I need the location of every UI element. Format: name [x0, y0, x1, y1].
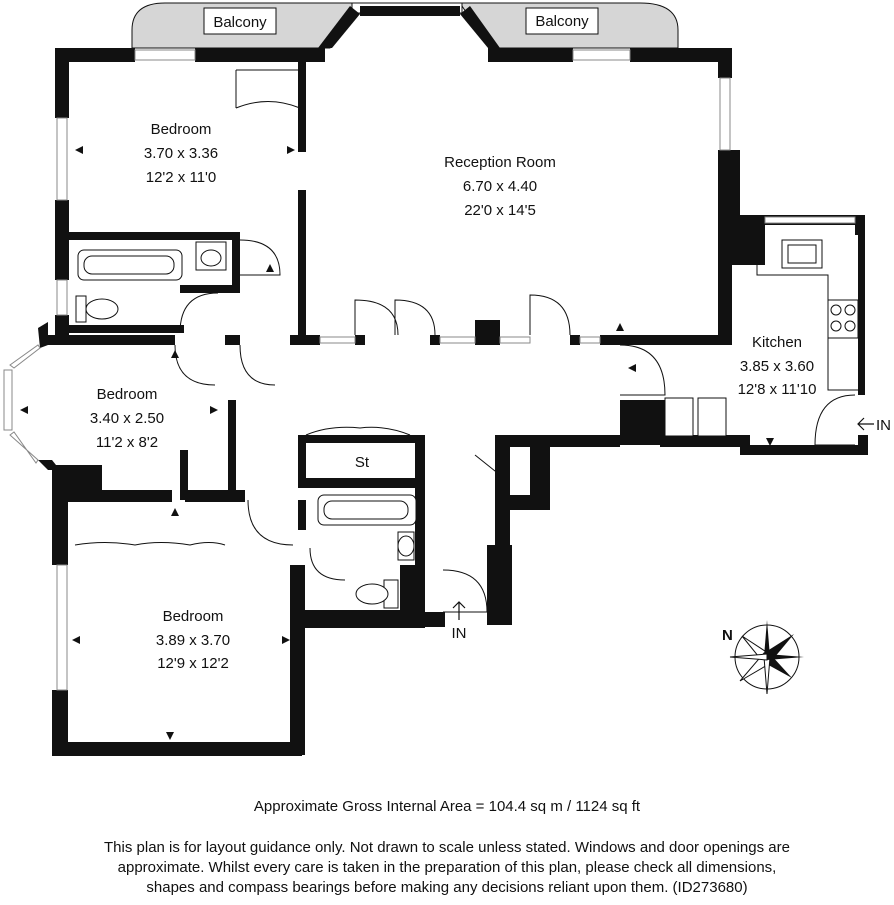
- entrance-kitchen: [858, 417, 891, 434]
- disclaimer-line: shapes and compass bearings before making any decisions reliant upon them. (ID273680): [146, 879, 748, 896]
- reception-name: Reception Room: [444, 154, 556, 171]
- windows: [4, 50, 855, 690]
- bedroom3-metric: 3.89 x 3.70: [155, 632, 231, 649]
- kitchen-imperial: 12'8 x 11'10: [737, 381, 817, 398]
- bedroom1-name: Bedroom: [150, 121, 212, 138]
- bedroom3-imperial: 12'9 x 12'2: [157, 655, 229, 672]
- hob-icon: [828, 300, 858, 338]
- disclaimer-line: This plan is for layout guidance only. Not drawn to scale unless stated. Windows and door openings are: [104, 839, 790, 856]
- bedroom2-name: Bedroom: [96, 386, 158, 403]
- store-name: St: [354, 454, 370, 471]
- balcony-label-right: Balcony: [535, 13, 589, 30]
- disclaimer-line: approximate. Whilst every care is taken in the preparation of this plan, please check all dimensions,: [117, 859, 777, 876]
- room-labels: [90, 121, 817, 672]
- toilet-icon: [86, 299, 118, 319]
- balcony-label-left: Balcony: [213, 14, 267, 31]
- bedroom1-imperial: 12'2 x 11'0: [145, 169, 217, 186]
- reception-metric: 6.70 x 4.40: [462, 178, 538, 195]
- arrow-up-icon: [453, 602, 465, 620]
- bedroom3-name: Bedroom: [162, 608, 224, 625]
- bedroom1-metric: 3.70 x 3.36: [143, 145, 219, 162]
- kitchen-metric: 3.85 x 3.60: [739, 358, 815, 375]
- gross-area-text: Approximate Gross Internal Area = 104.4 sq m / 1124 sq ft: [253, 798, 641, 815]
- compass-north-label: N: [722, 627, 733, 644]
- bedroom2-imperial: 11'2 x 8'2: [95, 434, 159, 451]
- entrance-main: [452, 602, 467, 642]
- bedroom2-metric: 3.40 x 2.50: [89, 410, 165, 427]
- reception-imperial: 22'0 x 14'5: [464, 202, 536, 219]
- compass-rose-icon: [722, 620, 804, 694]
- entrance-label-kitchen: IN: [876, 417, 891, 434]
- entrance-label-main: IN: [451, 625, 467, 642]
- arrow-left-icon: [858, 418, 874, 430]
- disclaimer: [0, 838, 894, 898]
- kitchen-name: Kitchen: [751, 334, 803, 351]
